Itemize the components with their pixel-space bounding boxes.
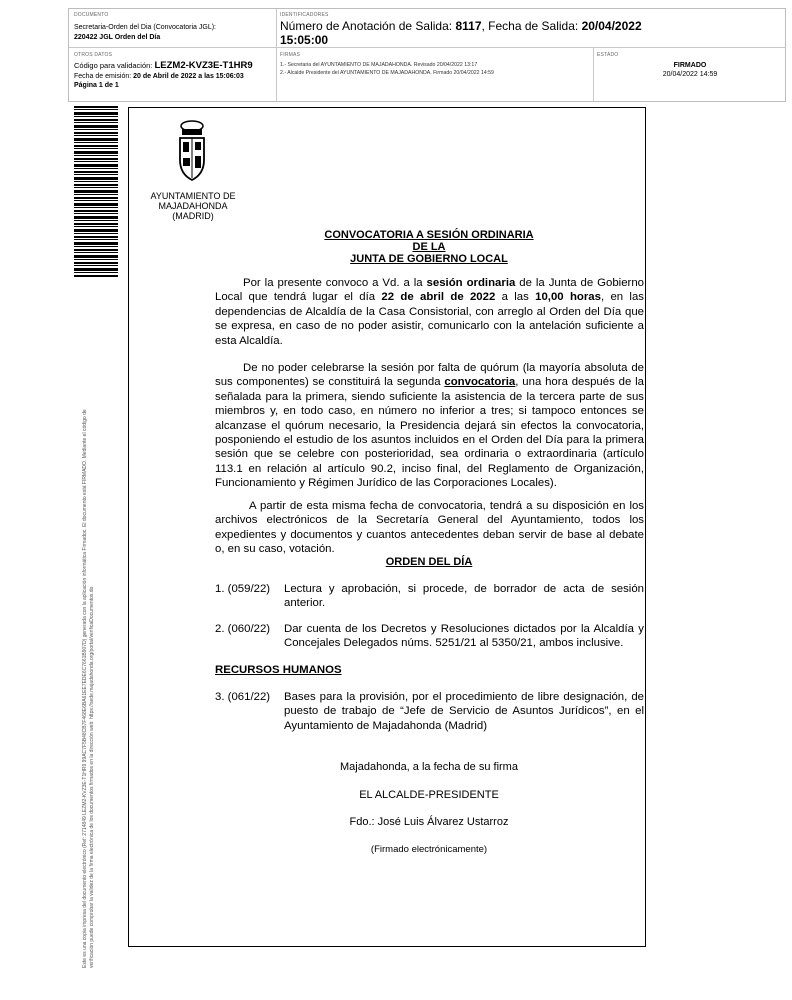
side-verification-text-1: Este es una copia impresa del documento electrónico (Ref: 2714849 LEZM2-KVZ3E-T1HR9 99AC7F5B48CB7F468E6BA61EE7EDE6C7661B907D) generada con la aplicación informática Firmadoc. El documento está FIRMADO. Mediante el código de [82, 409, 88, 968]
item-1-text: Lectura y aprobación, si procede, de borrador de acta de sesión anterior. [284, 583, 644, 610]
item-3-text: Bases para la provisión, por el procedimiento de libre designación, de puesto de trabajo de “Jefe de Servicio de Asuntos Jurídicos”, en el Ayuntamiento de Majadahonda (Madrid) [284, 691, 644, 732]
item-2-text: Dar cuenta de los Decretos y Resoluciones dictados por la Alcaldía y Concejales Delegados núms. 5251/21 al 5350/21, ambos inclusive. [284, 623, 644, 650]
p1-t4: , en las dependencias de Alcaldía de la Casa Consistorial, con arreglo al Orden del Día que se expresa, en caso de no poder asistir, comunicarlo con la antelación suficiente a esta Alcaldía. [215, 291, 644, 347]
codigo-value: LEZM2-KVZ3E-T1HR9 [154, 60, 253, 71]
codigo-label: Código para validación: [74, 61, 155, 70]
p2-b1: convocatoria [444, 376, 516, 389]
p2-t1: De no poder celebrarse la sesión por falta de quórum (la mayoría absoluta de sus componentes) se constituirá la segunda [215, 362, 644, 389]
p1-t2: de la Junta de Gobierno Local que tendrá lugar el día [215, 277, 644, 304]
fecha-value: 20 de Abril de 2022 a las 15:06:03 [133, 73, 244, 80]
p1-b1: sesión ordinaria [426, 277, 516, 289]
estado-label: ESTADO [597, 52, 619, 58]
paragraph-convocatoria [215, 276, 644, 348]
estado-date: 20/04/2022 14:59 [662, 71, 718, 78]
logo-line1: AYUNTAMIENTO DE [150, 191, 236, 201]
logo-line2: MAJADAHONDA [158, 201, 228, 211]
fecha-label: Fecha de emisión: [74, 73, 134, 80]
validation-header [68, 8, 786, 102]
orden-del-dia-title: ORDEN DEL DÍA [385, 556, 473, 568]
section-recursos-humanos: RECURSOS HUMANOS [215, 664, 342, 676]
title-line1: CONVOCATORIA A SESIÓN ORDINARIA [324, 229, 534, 241]
closing-signer: Fdo.: José Luis Álvarez Ustarroz [349, 816, 509, 828]
anotacion-number: 8117 [455, 19, 482, 33]
p1-t3: a las [495, 291, 536, 304]
identificador-pre: Número de Anotación de Salida: [280, 19, 456, 33]
title-line3: JUNTA DE GOBIERNO LOCAL [350, 253, 508, 265]
paragraph-archivos: A partir de esta misma fecha de convocatoria, tendrá a su disposición en los archivos electrónicos de la Secretaría General del Ayuntamiento, todos los expedientes y documentos y cuantos antecedentes deban servir de base al debate o, en su caso, votación. [215, 500, 644, 556]
identificadores-label: IDENTIFICADORES [280, 12, 329, 18]
title-line2: DE LA [412, 241, 446, 253]
p1-b3: 10,00 horas [535, 291, 601, 304]
fecha-emision [74, 72, 244, 81]
document-body [128, 107, 646, 947]
documento-line2: 220422 JGL Orden del Día [74, 34, 161, 41]
paragraph-quorum [215, 361, 644, 491]
codigo-validacion [74, 61, 253, 71]
item-1-number: 1. (059/22) [215, 583, 271, 595]
barcode [74, 106, 118, 278]
item-2-number: 2. (060/22) [215, 623, 271, 635]
identificador-mid: , Fecha de Salida: [481, 19, 582, 33]
closing-note: (Firmado electrónicamente) [370, 844, 488, 855]
pagina: Página 1 de 1 [74, 82, 119, 89]
document-title [279, 229, 579, 265]
p2-t2: , una hora después de la señalada para la primera, siendo suficiente la asistencia de la tercera parte de sus miembros y, en todo caso, en número no inferior a tres; si tampoco entonces se alcanzase el quórum necesario, la Presidencia dejará sin efectos la convocatoria, posponiendo el estudio de los asuntos incluidos en el Orden del Día para la primera sesión que se celebre con posterioridad, sea ordinaria o extraordinaria (artículo 113.1 en relación al artículo 90.2, inciso final, del Reglamento de Organización, Funcionamiento y Régimen Jurídico de las Corporaciones Locales). [215, 376, 644, 490]
p1-b2: 22 de abril de 2022 [381, 291, 496, 304]
salida-time: 15:05:00 [280, 33, 329, 47]
documento-label: DOCUMENTO [74, 12, 109, 18]
closing-place: Majadahonda, a la fecha de su firma [340, 761, 518, 773]
firma-2: 2.- Alcalde Presidente del AYUNTAMIENTO DE MAJADAHONDA. Firmado 20/04/2022 14:59 [280, 70, 494, 76]
coat-of-arms-icon [176, 118, 208, 188]
estado-value: FIRMADO [673, 62, 707, 69]
documento-line1: Secretaria-Orden del Dia (Convocatoria JGL): [74, 24, 217, 31]
otros-label: OTROS DATOS [74, 52, 113, 58]
firmas-label: FIRMAS [280, 52, 301, 58]
logo-text [134, 191, 252, 221]
identificador-text [280, 19, 660, 47]
item-3-number: 3. (061/22) [215, 691, 271, 703]
salida-date: 20/04/2022 [581, 19, 642, 33]
logo-line3: (MADRID) [172, 211, 214, 221]
closing-role: EL ALCALDE-PRESIDENTE [359, 789, 499, 801]
side-verification-text-2: verificación puede comprobar la validez de la firma electrónica de los documentos firmados en la dirección web: https://sede.majadahonda.org/portal/verificaDocumentos.do [89, 586, 95, 968]
firma-1: 1.- Secretaria del AYUNTAMIENTO DE MAJADAHONDA. Revisado 20/04/2022 13:17 [280, 62, 478, 68]
p1-t1: Por la presente convoco a Vd. a la [243, 277, 427, 289]
